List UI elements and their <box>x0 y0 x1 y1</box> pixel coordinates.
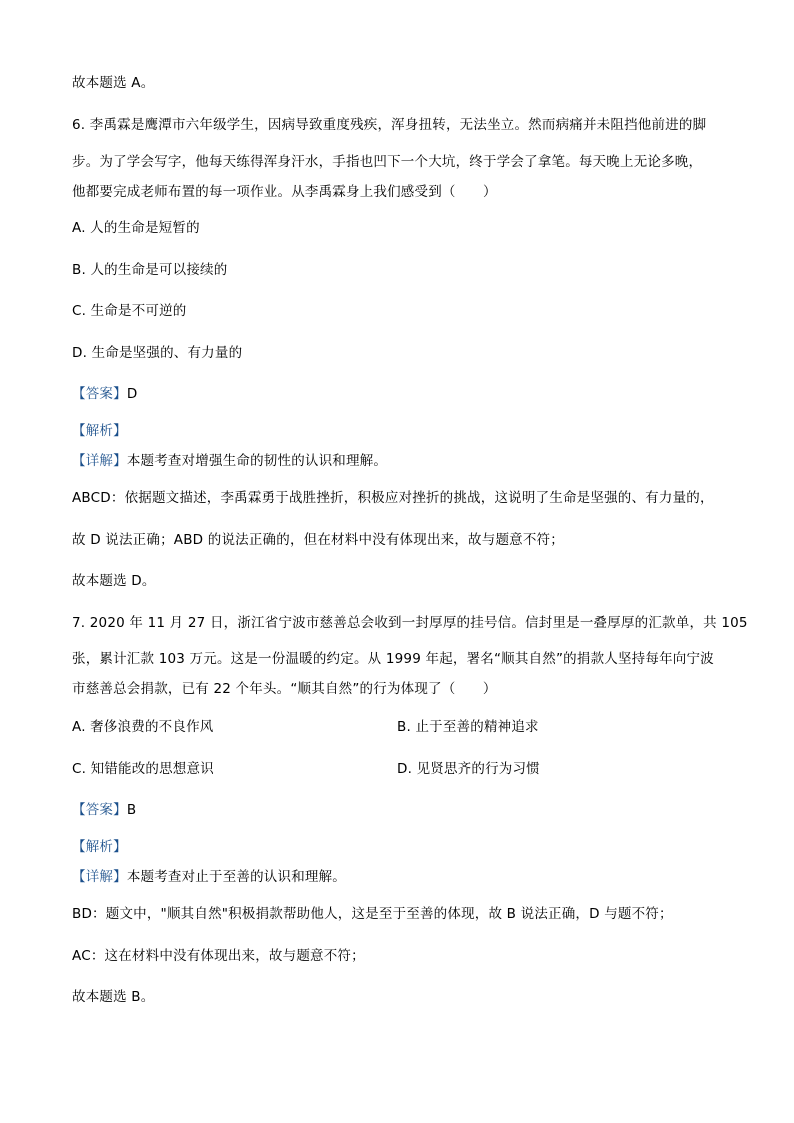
q7-option-b: B. 止于至善的精神追求 <box>397 719 539 735</box>
q6-stem-line-2: 步。为了学会写字，他每天练得浑身汗水，手指也凹下一个大坑，终于学会了拿笔。每天晚上无论多晚， <box>72 154 703 170</box>
answer-value: B <box>126 802 137 818</box>
q5-conclusion: 故本题选 A。 <box>72 75 155 91</box>
q7-option-a: A. 奢侈浪费的不良作风 <box>72 719 214 735</box>
q7-explanation-line-1: BD：题文中，"顺其自然"积极捐款帮助他人，这是至于至善的体现，故 B 说法正确，D 与题不符； <box>72 906 673 922</box>
q7-stem-line-3: 市慈善总会捐款，已有 22 个年头。“顺其自然”的行为体现了（ ） <box>72 681 497 697</box>
q6-conclusion: 故本题选 D。 <box>72 573 156 589</box>
q7-explanation-line-2: AC：这在材料中没有体现出来，故与题意不符； <box>72 948 365 964</box>
q6-option-d: D. 生命是坚强的、有力量的 <box>72 345 243 361</box>
q7-stem-line-1: 7. 2020 年 11 月 27 日，浙江省宁波市慈善总会收到一封厚厚的挂号信。信封里是一叠厚厚的汇款单，共 105 <box>72 615 748 631</box>
detail-tag: 【详解】 <box>72 869 127 885</box>
q6-stem-line-3: 他都要完成老师布置的每一项作业。从李禹霖身上我们感受到（ ） <box>72 184 497 200</box>
detail-text: 本题考查对增强生命的韧性的认识和理解。 <box>126 453 388 469</box>
detail-tag: 【详解】 <box>72 453 127 469</box>
detail-text: 本题考查对止于至善的认识和理解。 <box>126 869 347 885</box>
q6-analysis-tag <box>72 422 127 440</box>
q6-detail <box>72 452 387 470</box>
q6-option-b: B. 人的生命是可以接续的 <box>72 262 228 278</box>
q6-option-c: C. 生命是不可逆的 <box>72 303 187 319</box>
q7-option-c: C. 知错能改的思想意识 <box>72 761 214 777</box>
q7-detail <box>72 868 346 886</box>
q7-analysis-tag <box>72 838 127 856</box>
q6-stem-line-1: 6. 李禹霖是鹰潭市六年级学生，因病导致重度残疾，浑身扭转，无法坐立。然而病痛并未阻挡他前进的脚 <box>72 117 707 133</box>
analysis-tag: 【解析】 <box>72 839 127 855</box>
q7-conclusion: 故本题选 B。 <box>72 989 155 1005</box>
q7-option-d: D. 见贤思齐的行为习惯 <box>397 761 540 777</box>
answer-value: D <box>126 386 138 402</box>
q7-answer <box>72 801 136 819</box>
q7-stem-line-2: 张，累计汇款 103 万元。这是一份温暖的约定。从 1999 年起，署名“顺其自然”的捐款人坚持每年向宁波 <box>72 651 714 667</box>
analysis-tag: 【解析】 <box>72 423 127 439</box>
q6-explanation-line-2: 故 D 说法正确；ABD 的说法正确的，但在材料中没有体现出来，故与题意不符； <box>72 532 564 548</box>
answer-tag: 【答案】 <box>72 802 127 818</box>
answer-tag: 【答案】 <box>72 386 127 402</box>
q6-explanation-line-1: ABCD：依据题文描述，李禹霖勇于战胜挫折，积极应对挫折的挑战，这说明了生命是坚强的、有力量的， <box>72 490 714 506</box>
q6-option-a: A. 人的生命是短暂的 <box>72 220 200 236</box>
q6-answer <box>72 385 137 403</box>
